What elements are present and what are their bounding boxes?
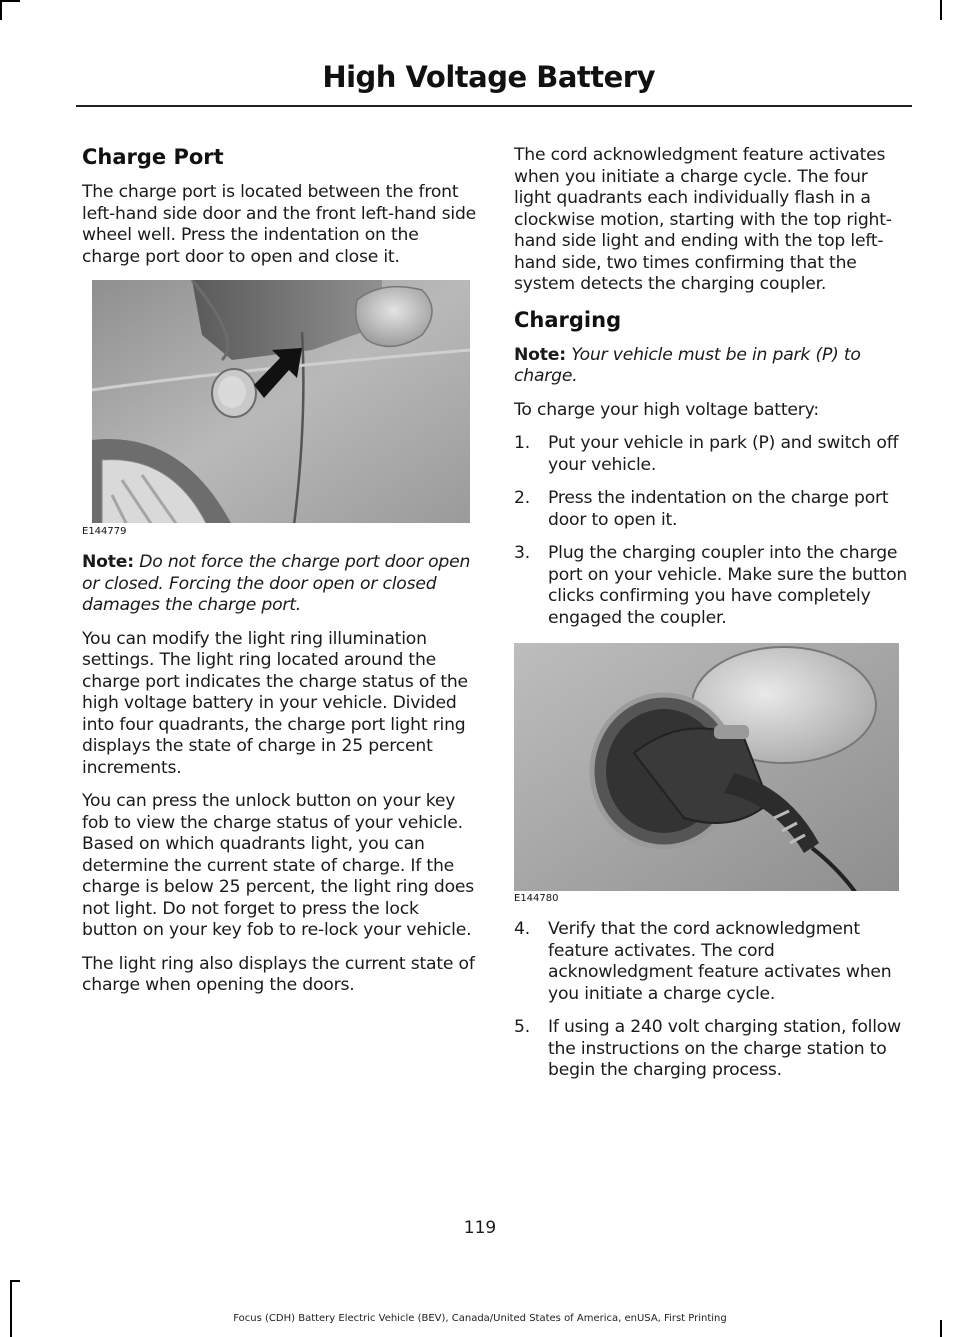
charge-port-note (82, 552, 477, 617)
page-footer: Focus (CDH) Battery Electric Vehicle (BEV), Canada/United States of America, enUSA, First Printing (233, 1313, 727, 1324)
step-text: If using a 240 volt charging station, follow the instructions on the charge station to begin the charging process. (548, 1017, 901, 1080)
list-item (514, 433, 909, 476)
charging-coupler-figure (514, 643, 899, 905)
note-text: Do not force the charge port door open or closed. Forcing the door open or closed damages the charge port. (82, 552, 471, 615)
step-number: 2. (514, 488, 530, 508)
car-charge-port-door-illustration (82, 280, 470, 538)
crop-mark (0, 0, 2, 20)
list-item (514, 919, 909, 1005)
section-heading-charge-port: Charge Port (82, 145, 224, 169)
header-rule (76, 105, 912, 107)
cord-acknowledgment-paragraph: The cord acknowledgment feature activates when you initiate a charge cycle. The four light quadrants each individually flash in a clockwise motion, starting with the top right-hand side light and ending with the top left-hand side, two times confirming that the system detects the charging coupler. (514, 145, 892, 294)
charging-intro: To charge your high voltage battery: (514, 399, 819, 420)
page-number: 119 (463, 1218, 497, 1238)
crop-mark (10, 1280, 20, 1282)
charging-coupler-illustration (514, 643, 899, 905)
step-number: 3. (514, 543, 530, 563)
note-label: Note: (82, 552, 134, 572)
crop-mark (940, 0, 942, 20)
step-text: Verify that the cord acknowledgment feature activates. The cord acknowledgment feature activates when you initiate a charge cycle. (548, 919, 892, 1004)
list-item (514, 1017, 909, 1082)
page-header-title: High Voltage Battery (322, 60, 655, 94)
charge-port-intro: The charge port is located between the front left-hand side door and the front left-hand side wheel well. Press the indentation on the charge port door to open and close it. (82, 182, 477, 267)
charge-port-figure (82, 280, 470, 538)
figure-code: E144780 (514, 893, 559, 904)
crop-mark (10, 1280, 12, 1337)
step-number: 1. (514, 433, 530, 453)
note-text: Your vehicle must be in park (P) to charge. (514, 344, 861, 386)
light-ring-paragraph: You can modify the light ring illumination settings. The light ring located around the charge port indicates the charge status of the high voltage battery in your vehicle. Divided into four quadrants, the charge port light ring displays the state of charge in 25 percent increments. (82, 628, 468, 778)
step-number: 5. (514, 1017, 530, 1037)
charging-steps (514, 433, 909, 629)
doors-paragraph: The light ring also displays the current state of charge when opening the doors. (82, 953, 475, 995)
charging-steps-continued (514, 919, 909, 1082)
step-text: Plug the charging coupler into the charge port on your vehicle. Make sure the button clicks confirming you have completely engaged the coupler. (548, 543, 908, 628)
step-number: 4. (514, 919, 530, 939)
step-text: Press the indentation on the charge port door to open it. (548, 488, 889, 530)
charging-note (514, 345, 909, 388)
section-heading-charging: Charging (514, 307, 622, 332)
figure-code: E144779 (82, 526, 127, 537)
right-column (514, 145, 909, 1094)
list-item (514, 543, 909, 629)
left-column (82, 145, 477, 1009)
list-item (514, 488, 909, 531)
note-label: Note: (514, 344, 566, 365)
step-text: Put your vehicle in park (P) and switch off your vehicle. (548, 433, 899, 475)
crop-mark (0, 0, 20, 2)
key-fob-paragraph: You can press the unlock button on your key fob to view the charge status of your vehicle. Based on which quadrants light, you can determine the current state of charge. If the charge is below 25 percent, the light ring does not light. Do not forget to press the lock button on your key fob to re-lock your vehicle. (82, 791, 475, 940)
